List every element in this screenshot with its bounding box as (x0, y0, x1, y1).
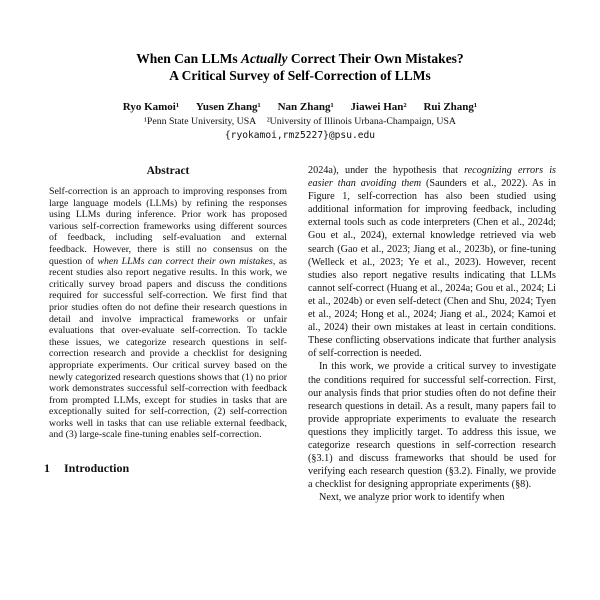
author-2: Yusen Zhang¹ (195, 101, 261, 113)
title-line-2: A Critical Survey of Self-Correction of LLMs (169, 68, 431, 83)
body-paragraph-2: In this work, we provide a critical survey to investigate the conditions required for successful self-correction. First, our analysis finds that prior studies often do not define their research questions in detail. As a result, many papers fail to provide appropriate experiments to evaluate the research questions they implicitly target. To address this issue, we categorize research questions in self-correction research (§3.1) and discuss frameworks that should be used for verifying each research question (§3.2). Finally, we provide a checklist for designing appropriate experiments (§8). (308, 361, 556, 491)
author-1: Ryo Kamoi¹ (122, 101, 180, 113)
contact-email: {ryokamoi,rmz5227}@psu.edu (224, 130, 376, 141)
author-4: Jiawei Han² (350, 101, 407, 113)
column-right (308, 164, 556, 504)
abstract-text: Self-correction is an approach to improving responses from large language models (LLMs) by refining the responses using LLMs during inference. Prior work has proposed various self-correction frameworks using different sources of feedback, including self-evaluation and external feedback. However, there is still no consensus on the question of when LLMs can correct their own mistakes, as recent studies also report negative results. In this work, we critically survey broad papers and discuss the conditions required for successful self-correction. We first find that prior studies often do not define their research questions in detail and involve impractical frameworks or unfair evaluations that over-evaluate self-correction. To tackle these issues, we categorize research questions in self-correction research and provide a checklist for designing appropriate experiments. Our critical survey based on the newly categorized research questions shows that (1) no prior work demonstrates successful self-correction with feedback from prompted LLMs, except for studies in tasks that are exceptionally suited for self-correction, (2) self-correction works well in tasks that can use reliable external feedback, and (3) large-scale fine-tuning enables self-correction. (49, 186, 287, 441)
section-heading-introduction (44, 461, 292, 476)
section-number: 1 (44, 461, 50, 476)
title-line-1: When Can LLMs Actually Correct Their Own Mistakes? (136, 51, 464, 66)
abstract-heading: Abstract (146, 165, 190, 177)
paper-title (44, 50, 556, 84)
paper-header (44, 50, 556, 142)
body-paragraph-3: Next, we analyze prior work to identify when (319, 492, 505, 504)
column-left (44, 164, 292, 504)
affiliation-1: ¹Penn State University, USA (143, 116, 257, 127)
authors-line (44, 100, 556, 114)
affiliation-2: ²University of Illinois Urbana-Champaign, USA (266, 116, 457, 127)
author-3: Nan Zhang¹ (277, 101, 334, 113)
section-title: Introduction (64, 461, 130, 476)
body-paragraph-1: 2024a), under the hypothesis that recognizing errors is easier than avoiding them (Saunders et al., 2022). As in Figure 1, self-correction has also been studied using additional information for improving feedback, including external tools such as code interpreters (Chen et al., 2024d; Gou et al., 2024), external knowledge retrieved via web search (Gao et al., 2023; Jiang et al., 2023b), or fine-tuning (Welleck et al., 2023; Ye et al., 2023). However, recent studies also report negative results indicating that LLMs cannot self-correct (Huang et al., 2024a; Gou et al., 2024; Li et al., 2024b) or even self-detect (Chen and Shu, 2024; Tyen et al., 2024; Hong et al., 2024; Jiang et al., 2024; Kamoi et al., 2024) their own mistakes at least in certain conditions. These conflicting observations indicate that further analysis of self-correction is needed. (308, 165, 556, 360)
two-column-body (44, 164, 556, 504)
author-5: Rui Zhang¹ (423, 101, 478, 113)
affiliations-line (44, 116, 556, 128)
